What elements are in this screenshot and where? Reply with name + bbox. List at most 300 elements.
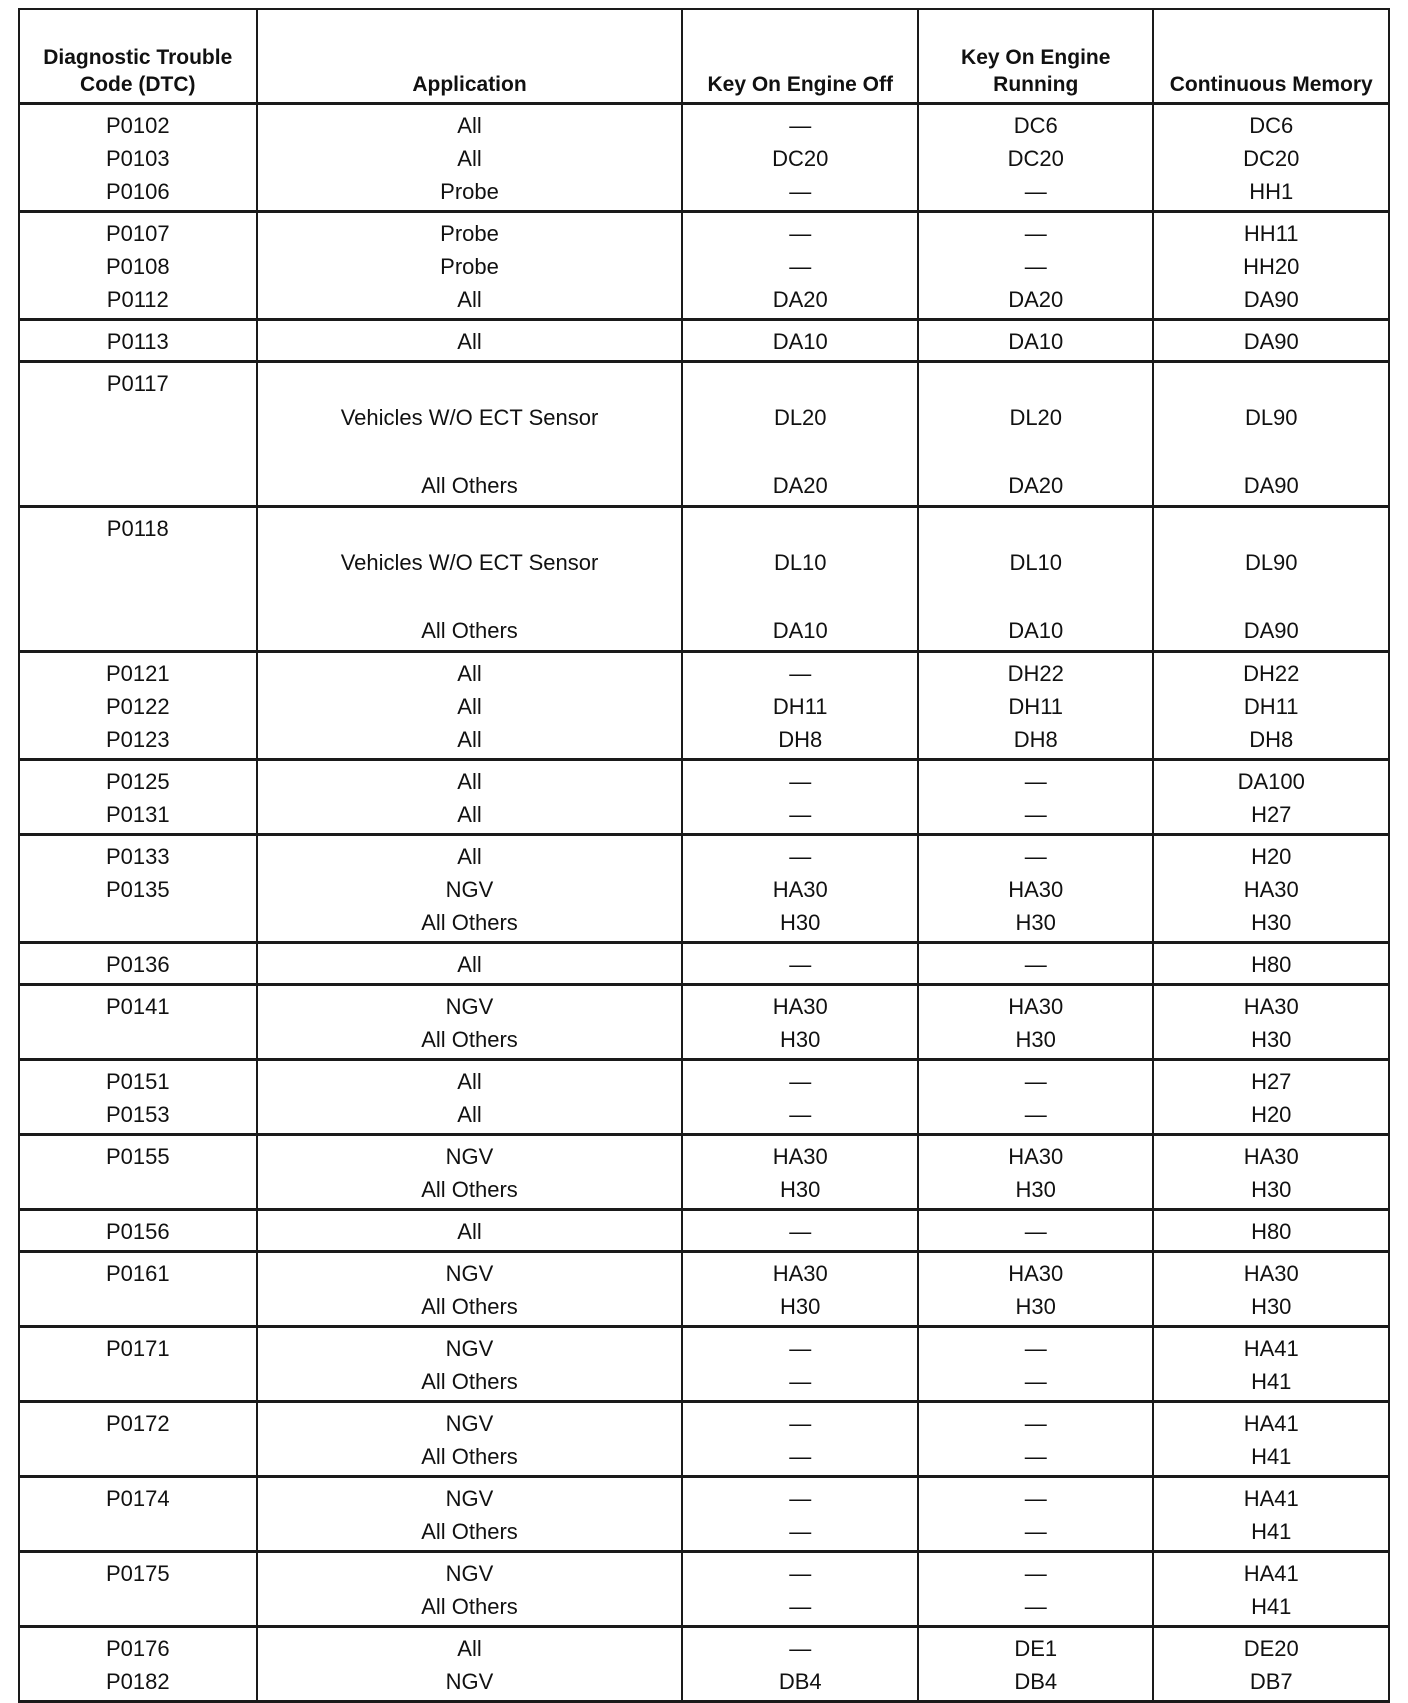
application: All Others <box>421 1294 518 1319</box>
cell-key-on-engine-off-value <box>682 1060 918 1135</box>
dtc-code <box>20 546 256 580</box>
cell-key-on-engine-off-value <box>682 1252 918 1327</box>
dtc-document <box>18 8 1390 1703</box>
application <box>258 580 682 614</box>
dtc-code <box>20 1365 256 1398</box>
cell-continuous-memory-value <box>1153 104 1389 212</box>
dtc-code: P0107 <box>105 221 170 246</box>
cell-continuous-memory-value <box>1153 943 1389 985</box>
key-on-engine-off-value: — <box>789 1636 812 1661</box>
key-on-engine-running-value: DC20 <box>1007 146 1064 171</box>
cell-dtc-code <box>19 1210 257 1252</box>
cell-application <box>257 507 683 652</box>
cell-application <box>257 1327 683 1402</box>
key-on-engine-running-value: — <box>1024 1369 1047 1394</box>
application: All Others <box>421 1519 518 1544</box>
cell-application <box>257 1552 683 1627</box>
application <box>258 512 682 546</box>
application: Probe <box>440 179 499 204</box>
dtc-code <box>20 401 256 435</box>
continuous-memory-value: DH22 <box>1243 661 1300 686</box>
cell-continuous-memory-value <box>1153 652 1389 760</box>
cell-key-on-engine-running-value <box>918 104 1154 212</box>
continuous-memory-value: H41 <box>1251 1369 1292 1394</box>
continuous-memory-value: DL90 <box>1244 550 1298 575</box>
application: All Others <box>421 1369 518 1394</box>
application: All <box>457 287 482 312</box>
cell-key-on-engine-running-value <box>918 760 1154 835</box>
header-row <box>19 9 1389 104</box>
dtc-table <box>18 8 1390 1703</box>
key-on-engine-off-value: DL10 <box>773 550 827 575</box>
table-row-group <box>19 985 1389 1060</box>
dtc-code: P0174 <box>105 1486 170 1511</box>
dtc-code: P0133 <box>105 844 170 869</box>
key-on-engine-running-value: DH11 <box>1008 694 1064 719</box>
cell-application <box>257 1210 683 1252</box>
cell-continuous-memory-value <box>1153 507 1389 652</box>
key-on-engine-off-value: HA30 <box>772 877 828 902</box>
key-on-engine-running-value <box>919 367 1153 401</box>
application: NGV <box>445 1486 494 1511</box>
key-on-engine-off-value <box>683 580 917 614</box>
cell-application <box>257 320 683 362</box>
cell-dtc-code <box>19 1252 257 1327</box>
key-on-engine-off-value: — <box>789 221 812 246</box>
continuous-memory-value: H20 <box>1251 1102 1292 1127</box>
continuous-memory-value: H41 <box>1251 1444 1292 1469</box>
dtc-code: P0103 <box>105 146 170 171</box>
key-on-engine-running-value: — <box>1024 1486 1047 1511</box>
cell-key-on-engine-running-value <box>918 320 1154 362</box>
application: All <box>457 844 482 869</box>
continuous-memory-value: HA41 <box>1243 1411 1299 1436</box>
continuous-memory-value: HA30 <box>1243 1144 1299 1169</box>
dtc-code <box>20 580 256 614</box>
cell-key-on-engine-running-value <box>918 1252 1154 1327</box>
dtc-code <box>20 469 256 503</box>
cell-dtc-code <box>19 1627 257 1702</box>
continuous-memory-value: HH20 <box>1243 254 1300 279</box>
key-on-engine-off-value: — <box>789 1411 812 1436</box>
application: All <box>457 769 482 794</box>
application: NGV <box>445 1144 494 1169</box>
dtc-code: P0112 <box>106 287 169 312</box>
key-on-engine-running-value: — <box>1024 254 1047 279</box>
continuous-memory-value: H41 <box>1251 1519 1292 1544</box>
cell-application <box>257 1135 683 1210</box>
cell-continuous-memory-value <box>1153 835 1389 943</box>
cell-dtc-code <box>19 1327 257 1402</box>
key-on-engine-off-value: DB4 <box>778 1669 822 1694</box>
dtc-code: P0131 <box>105 802 170 827</box>
continuous-memory-value: DA90 <box>1243 329 1299 354</box>
key-on-engine-off-value: — <box>789 1369 812 1394</box>
application: All Others <box>421 1177 518 1202</box>
application: All <box>457 329 482 354</box>
key-on-engine-off-value: HA30 <box>772 1261 828 1286</box>
continuous-memory-value: DA100 <box>1237 769 1305 794</box>
application: All <box>457 661 482 686</box>
dtc-code <box>20 1290 256 1323</box>
key-on-engine-running-value: DC6 <box>1013 113 1058 138</box>
continuous-memory-value: HA41 <box>1243 1561 1299 1586</box>
continuous-memory-value: H80 <box>1251 1219 1292 1244</box>
cell-key-on-engine-off-value <box>682 652 918 760</box>
continuous-memory-value: DL90 <box>1244 405 1298 430</box>
dtc-code <box>20 1590 256 1623</box>
dtc-code: P0125 <box>105 769 170 794</box>
cell-application <box>257 104 683 212</box>
continuous-memory-value: H41 <box>1251 1594 1292 1619</box>
header-key-on-engine-running: Key On Engine Running <box>918 9 1154 104</box>
key-on-engine-off-value: — <box>789 254 812 279</box>
dtc-code: P0117 <box>106 371 169 396</box>
dtc-code <box>20 1515 256 1548</box>
cell-application <box>257 212 683 320</box>
key-on-engine-running-value: DH22 <box>1007 661 1064 686</box>
table-row-group <box>19 507 1389 652</box>
key-on-engine-off-value: — <box>789 1444 812 1469</box>
cell-dtc-code <box>19 1402 257 1477</box>
key-on-engine-running-value: DL10 <box>1009 550 1063 575</box>
continuous-memory-value: DB7 <box>1249 1669 1293 1694</box>
application: All <box>457 1069 482 1094</box>
cell-key-on-engine-off-value <box>682 362 918 507</box>
cell-key-on-engine-running-value <box>918 1552 1154 1627</box>
application: NGV <box>445 1336 494 1361</box>
key-on-engine-running-value: — <box>1024 1594 1047 1619</box>
dtc-code <box>20 614 256 648</box>
cell-key-on-engine-off-value <box>682 212 918 320</box>
application: NGV <box>445 877 494 902</box>
continuous-memory-value: DE20 <box>1243 1636 1299 1661</box>
continuous-memory-value <box>1154 435 1388 469</box>
dtc-code: P0113 <box>106 329 169 354</box>
dtc-code: P0102 <box>105 113 170 138</box>
dtc-code: P0156 <box>105 1219 170 1244</box>
key-on-engine-off-value: — <box>789 113 812 138</box>
key-on-engine-off-value: — <box>789 1219 812 1244</box>
cell-dtc-code <box>19 835 257 943</box>
key-on-engine-running-value: DE1 <box>1014 1636 1058 1661</box>
cell-dtc-code <box>19 1552 257 1627</box>
continuous-memory-value: HA41 <box>1243 1336 1299 1361</box>
key-on-engine-running-value: DH8 <box>1013 727 1058 752</box>
continuous-memory-value: H30 <box>1251 910 1292 935</box>
key-on-engine-running-value: — <box>1024 844 1047 869</box>
cell-continuous-memory-value <box>1153 1135 1389 1210</box>
application: All <box>457 113 482 138</box>
table-row-group <box>19 1210 1389 1252</box>
cell-dtc-code <box>19 760 257 835</box>
application: Probe <box>440 254 499 279</box>
key-on-engine-off-value: DH8 <box>778 727 823 752</box>
cell-dtc-code <box>19 1060 257 1135</box>
cell-dtc-code <box>19 943 257 985</box>
continuous-memory-value: HA30 <box>1243 994 1299 1019</box>
key-on-engine-off-value: DL20 <box>773 405 827 430</box>
key-on-engine-off-value: HA30 <box>772 1144 828 1169</box>
key-on-engine-off-value: H30 <box>780 1294 821 1319</box>
dtc-code: P0136 <box>105 952 170 977</box>
application: NGV <box>445 994 494 1019</box>
cell-key-on-engine-running-value <box>918 943 1154 985</box>
cell-continuous-memory-value <box>1153 212 1389 320</box>
key-on-engine-off-value: — <box>789 1561 812 1586</box>
key-on-engine-running-value: — <box>1024 1519 1047 1544</box>
application: All <box>457 1636 482 1661</box>
key-on-engine-off-value: DA20 <box>772 287 828 312</box>
application: All Others <box>421 618 518 643</box>
dtc-code: P0141 <box>105 994 170 1019</box>
application: All Others <box>421 473 518 498</box>
cell-key-on-engine-off-value <box>682 1135 918 1210</box>
key-on-engine-off-value: — <box>789 661 812 686</box>
application: All Others <box>421 1444 518 1469</box>
key-on-engine-running-value: DA10 <box>1008 329 1064 354</box>
cell-continuous-memory-value <box>1153 1252 1389 1327</box>
cell-continuous-memory-value <box>1153 1402 1389 1477</box>
dtc-code <box>20 906 256 939</box>
cell-dtc-code <box>19 212 257 320</box>
cell-application <box>257 1060 683 1135</box>
continuous-memory-value: H20 <box>1251 844 1292 869</box>
cell-application <box>257 985 683 1060</box>
cell-continuous-memory-value <box>1153 362 1389 507</box>
continuous-memory-value: DA90 <box>1243 473 1299 498</box>
key-on-engine-off-value: — <box>789 769 812 794</box>
dtc-code: P0108 <box>105 254 170 279</box>
key-on-engine-off-value: — <box>789 1069 812 1094</box>
cell-application <box>257 1477 683 1552</box>
cell-application <box>257 760 683 835</box>
dtc-code: P0151 <box>105 1069 170 1094</box>
application: Vehicles W/O ECT Sensor <box>340 550 599 575</box>
key-on-engine-running-value: DL20 <box>1009 405 1063 430</box>
key-on-engine-running-value <box>919 435 1153 469</box>
continuous-memory-value: H27 <box>1251 1069 1292 1094</box>
table-row-group <box>19 760 1389 835</box>
key-on-engine-running-value: — <box>1024 1102 1047 1127</box>
continuous-memory-value: HA30 <box>1243 1261 1299 1286</box>
cell-key-on-engine-off-value <box>682 985 918 1060</box>
key-on-engine-running-value: — <box>1024 179 1047 204</box>
cell-continuous-memory-value <box>1153 985 1389 1060</box>
table-row-group <box>19 1135 1389 1210</box>
application <box>258 367 682 401</box>
table-row-group <box>19 1327 1389 1402</box>
cell-key-on-engine-off-value <box>682 1402 918 1477</box>
dtc-code: P0176 <box>105 1636 170 1661</box>
cell-continuous-memory-value <box>1153 1060 1389 1135</box>
dtc-code: P0118 <box>106 516 169 541</box>
cell-application <box>257 652 683 760</box>
table-row-group <box>19 212 1389 320</box>
cell-key-on-engine-running-value <box>918 1402 1154 1477</box>
key-on-engine-running-value: — <box>1024 1219 1047 1244</box>
key-on-engine-running-value: H30 <box>1015 1294 1056 1319</box>
continuous-memory-value: H30 <box>1251 1027 1292 1052</box>
continuous-memory-value: H30 <box>1251 1177 1292 1202</box>
key-on-engine-running-value: DB4 <box>1014 1669 1058 1694</box>
application: All <box>457 1219 482 1244</box>
key-on-engine-running-value: — <box>1024 1336 1047 1361</box>
dtc-code <box>20 435 256 469</box>
cell-key-on-engine-off-value <box>682 320 918 362</box>
continuous-memory-value: DH11 <box>1243 694 1299 719</box>
key-on-engine-running-value: — <box>1024 221 1047 246</box>
key-on-engine-running-value: H30 <box>1015 1177 1056 1202</box>
dtc-table-body <box>19 104 1389 1702</box>
key-on-engine-running-value: H30 <box>1015 1027 1056 1052</box>
key-on-engine-off-value: H30 <box>780 1027 821 1052</box>
key-on-engine-off-value: — <box>789 952 812 977</box>
cell-key-on-engine-running-value <box>918 835 1154 943</box>
cell-key-on-engine-off-value <box>682 835 918 943</box>
continuous-memory-value: DC20 <box>1243 146 1300 171</box>
cell-key-on-engine-running-value <box>918 1477 1154 1552</box>
key-on-engine-off-value: H30 <box>780 1177 821 1202</box>
key-on-engine-running-value: DA10 <box>1008 618 1064 643</box>
table-row-group <box>19 104 1389 212</box>
key-on-engine-off-value: — <box>789 802 812 827</box>
key-on-engine-off-value: DA10 <box>772 329 828 354</box>
cell-application <box>257 1627 683 1702</box>
key-on-engine-off-value: — <box>789 1486 812 1511</box>
cell-key-on-engine-running-value <box>918 1210 1154 1252</box>
cell-key-on-engine-running-value <box>918 212 1154 320</box>
key-on-engine-off-value: HA30 <box>772 994 828 1019</box>
key-on-engine-running-value <box>919 580 1153 614</box>
key-on-engine-running-value: HA30 <box>1008 1144 1064 1169</box>
key-on-engine-running-value: HA30 <box>1008 1261 1064 1286</box>
application: NGV <box>445 1261 494 1286</box>
dtc-code: P0121 <box>105 661 170 686</box>
dtc-code: P0153 <box>105 1102 170 1127</box>
application: All <box>457 694 482 719</box>
cell-dtc-code <box>19 507 257 652</box>
table-row-group <box>19 1402 1389 1477</box>
key-on-engine-off-value <box>683 435 917 469</box>
key-on-engine-running-value: — <box>1024 952 1047 977</box>
continuous-memory-value: H27 <box>1251 802 1292 827</box>
cell-dtc-code <box>19 104 257 212</box>
application: NGV <box>445 1411 494 1436</box>
key-on-engine-running-value: — <box>1024 802 1047 827</box>
key-on-engine-off-value: DH11 <box>772 694 828 719</box>
dtc-code: P0171 <box>105 1336 170 1361</box>
cell-key-on-engine-off-value <box>682 760 918 835</box>
cell-continuous-memory-value <box>1153 1210 1389 1252</box>
continuous-memory-value: HA41 <box>1243 1486 1299 1511</box>
cell-key-on-engine-off-value <box>682 1552 918 1627</box>
key-on-engine-off-value: DA20 <box>772 473 828 498</box>
application: Vehicles W/O ECT Sensor <box>340 405 599 430</box>
application: NGV <box>445 1669 494 1694</box>
cell-key-on-engine-off-value <box>682 1627 918 1702</box>
key-on-engine-off-value: — <box>789 179 812 204</box>
key-on-engine-running-value: — <box>1024 1069 1047 1094</box>
cell-key-on-engine-running-value <box>918 362 1154 507</box>
dtc-code <box>20 1023 256 1056</box>
dtc-code: P0155 <box>105 1144 170 1169</box>
application: All Others <box>421 910 518 935</box>
dtc-code: P0106 <box>105 179 170 204</box>
key-on-engine-running-value: — <box>1024 1444 1047 1469</box>
cell-key-on-engine-running-value <box>918 1327 1154 1402</box>
cell-continuous-memory-value <box>1153 320 1389 362</box>
key-on-engine-running-value: H30 <box>1015 910 1056 935</box>
dtc-code <box>20 1173 256 1206</box>
table-row-group <box>19 1252 1389 1327</box>
cell-continuous-memory-value <box>1153 1627 1389 1702</box>
table-row-group <box>19 1060 1389 1135</box>
cell-key-on-engine-running-value <box>918 985 1154 1060</box>
dtc-code: P0182 <box>105 1669 170 1694</box>
cell-key-on-engine-off-value <box>682 1327 918 1402</box>
cell-dtc-code <box>19 985 257 1060</box>
cell-continuous-memory-value <box>1153 1552 1389 1627</box>
application: All <box>457 146 482 171</box>
key-on-engine-off-value: DA10 <box>772 618 828 643</box>
continuous-memory-value: DC6 <box>1249 113 1294 138</box>
cell-dtc-code <box>19 320 257 362</box>
table-row-group <box>19 1627 1389 1702</box>
dtc-code: P0135 <box>105 877 170 902</box>
cell-key-on-engine-off-value <box>682 1477 918 1552</box>
header-key-on-engine-off: Key On Engine Off <box>682 9 918 104</box>
key-on-engine-running-value: — <box>1024 1561 1047 1586</box>
cell-key-on-engine-off-value <box>682 104 918 212</box>
header-dtc: Diagnostic Trouble Code (DTC) <box>19 9 257 104</box>
cell-key-on-engine-running-value <box>918 507 1154 652</box>
continuous-memory-value <box>1154 580 1388 614</box>
continuous-memory-value: HH1 <box>1249 179 1294 204</box>
dtc-code: P0123 <box>105 727 170 752</box>
table-row-group <box>19 320 1389 362</box>
key-on-engine-off-value <box>683 512 917 546</box>
dtc-code: P0122 <box>105 694 170 719</box>
cell-application <box>257 943 683 985</box>
continuous-memory-value: HA30 <box>1243 877 1299 902</box>
table-row-group <box>19 1552 1389 1627</box>
cell-key-on-engine-off-value <box>682 1210 918 1252</box>
cell-dtc-code <box>19 652 257 760</box>
cell-key-on-engine-running-value <box>918 1135 1154 1210</box>
application: All <box>457 802 482 827</box>
application: All <box>457 727 482 752</box>
cell-application <box>257 1252 683 1327</box>
header-continuous-memory: Continuous Memory <box>1153 9 1389 104</box>
application: All <box>457 952 482 977</box>
key-on-engine-running-value <box>919 512 1153 546</box>
continuous-memory-value: DA90 <box>1243 287 1299 312</box>
application <box>258 435 682 469</box>
cell-key-on-engine-off-value <box>682 943 918 985</box>
key-on-engine-running-value: HA30 <box>1008 994 1064 1019</box>
key-on-engine-off-value: H30 <box>780 910 821 935</box>
continuous-memory-value: H30 <box>1251 1294 1292 1319</box>
application: NGV <box>445 1561 494 1586</box>
table-row-group <box>19 943 1389 985</box>
application: All Others <box>421 1027 518 1052</box>
key-on-engine-off-value: — <box>789 1519 812 1544</box>
header-application: Application <box>257 9 683 104</box>
cell-application <box>257 362 683 507</box>
continuous-memory-value: DA90 <box>1243 618 1299 643</box>
cell-dtc-code <box>19 1477 257 1552</box>
